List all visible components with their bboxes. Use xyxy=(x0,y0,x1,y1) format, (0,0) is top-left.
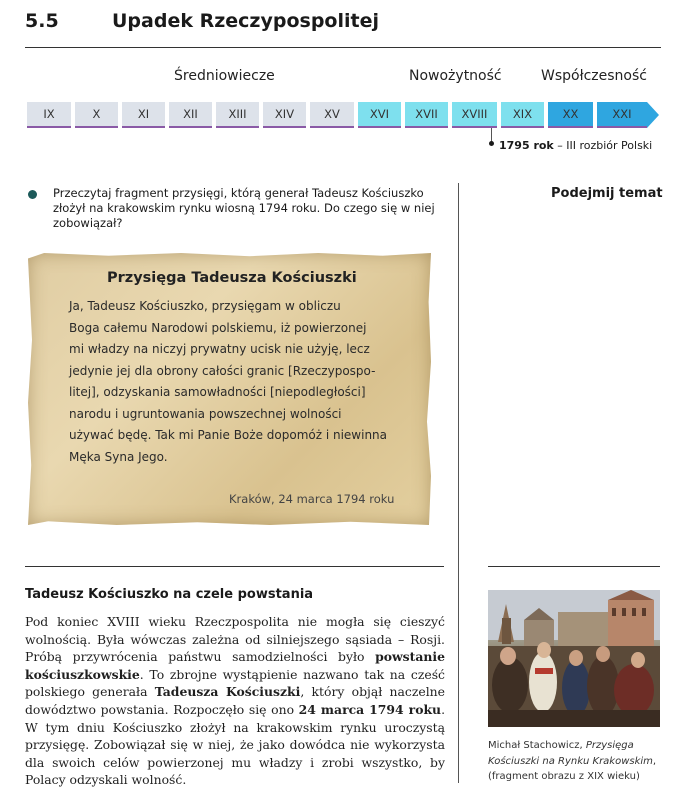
event-text: – III rozbiór Polski xyxy=(553,139,653,152)
painting-caption: Michał Stachowicz, Przysięga Kościuszki na Rynku Krakowskim, (fragment obrazu z XIX wieku) xyxy=(488,740,657,782)
section-number: 5.5 xyxy=(25,10,59,32)
oath-line: używać będę. Tak mi Panie Boże dopomóż i niewinna xyxy=(69,428,388,442)
timeline-cell: XIX xyxy=(501,102,544,128)
oath-line: Ja, Tadeusz Kościuszko, przysięgam w obliczu xyxy=(69,299,341,313)
timeline-cell: XI xyxy=(122,102,165,128)
timeline-cell: XVIII xyxy=(452,102,497,128)
event-year: 1795 rok xyxy=(499,139,554,152)
event-label xyxy=(499,139,652,152)
header-divider xyxy=(25,47,661,48)
painting-illustration xyxy=(488,590,660,727)
task-text: Przeczytaj fragment przysięgi, którą generał Tadeusz Kościuszko złożył na krakowskim rynku wiosną 1794 roku. Do czego się w niej zobowiązał? xyxy=(53,186,435,230)
era-label-medieval: Średniowiecze xyxy=(174,68,275,84)
oath-title: Przysięga Tadeusza Kościuszki xyxy=(107,270,357,286)
page-title: Upadek Rzeczypospolitej xyxy=(112,10,379,32)
timeline-cell: XVI xyxy=(358,102,401,128)
section-divider xyxy=(25,566,444,567)
timeline-cell: XIII xyxy=(216,102,259,128)
era-label-modern: Nowożytność xyxy=(409,68,502,84)
section-paragraph: Pod koniec XVIII wieku Rzeczpospolita nie mogła się cieszyć wolnością. Była wówczas zależna od silniejszego sąsiada – Rosji. Próbą przywrócenia państwu samodzielności było powstanie kościuszkowskie. To zbrojne wystąpienie nazwano tak na cześć polskiego generała Tadeusza Kościuszki, który objął naczelne dowództwo powstania. Rozpoczęło się ono 24 marca 1794 roku. W tym dniu Kościuszko złożył na krakowskim rynku uroczystą przysięgę. Zobowiązał się w niej, że jako dowódca nie wykorzysta dla swoich celów powierzonej mu władzy i zrobi wszystko, by Polacy odzyskali wolność. xyxy=(25,614,446,788)
timeline-cell: XIV xyxy=(263,102,306,128)
timeline-cell: X xyxy=(75,102,118,128)
timeline-cell: XX xyxy=(548,102,593,128)
timeline-cell: IX xyxy=(27,102,71,128)
era-label-contemporary: Współczesność xyxy=(541,68,647,84)
timeline-cell: XV xyxy=(310,102,354,128)
oath-line: Boga całemu Narodowi polskiemu, iż powierzonej xyxy=(69,320,367,335)
timeline xyxy=(27,102,653,128)
oath-text xyxy=(69,296,404,468)
oath-line: jedynie jej dla obrony całości granic [Rzeczypospo- xyxy=(69,363,376,378)
section-title: Tadeusz Kościuszko na czele powstania xyxy=(25,587,314,602)
timeline-cell: XII xyxy=(169,102,212,128)
task-bullet-icon xyxy=(28,190,37,199)
column-divider xyxy=(458,183,459,783)
sidebar-divider xyxy=(488,566,660,567)
sidebar-title: Podejmij temat xyxy=(551,186,663,201)
painting-image xyxy=(488,590,660,727)
oath-line: narodu i ugruntowania powszechnej wolności xyxy=(69,406,342,421)
event-marker xyxy=(489,141,494,146)
oath-line: Męka Syna Jego. xyxy=(69,449,168,464)
oath-line: mi władzy na niczyj prywatny ucisk nie użyję, lecz xyxy=(69,342,370,356)
oath-line: litej], odzyskania samowładności [niepodległości] xyxy=(69,385,366,399)
timeline-arrow-icon xyxy=(647,102,659,128)
timeline-cell: XVII xyxy=(405,102,448,128)
oath-signature: Kraków, 24 marca 1794 roku xyxy=(229,492,395,506)
timeline-cell: XXI xyxy=(597,102,647,128)
